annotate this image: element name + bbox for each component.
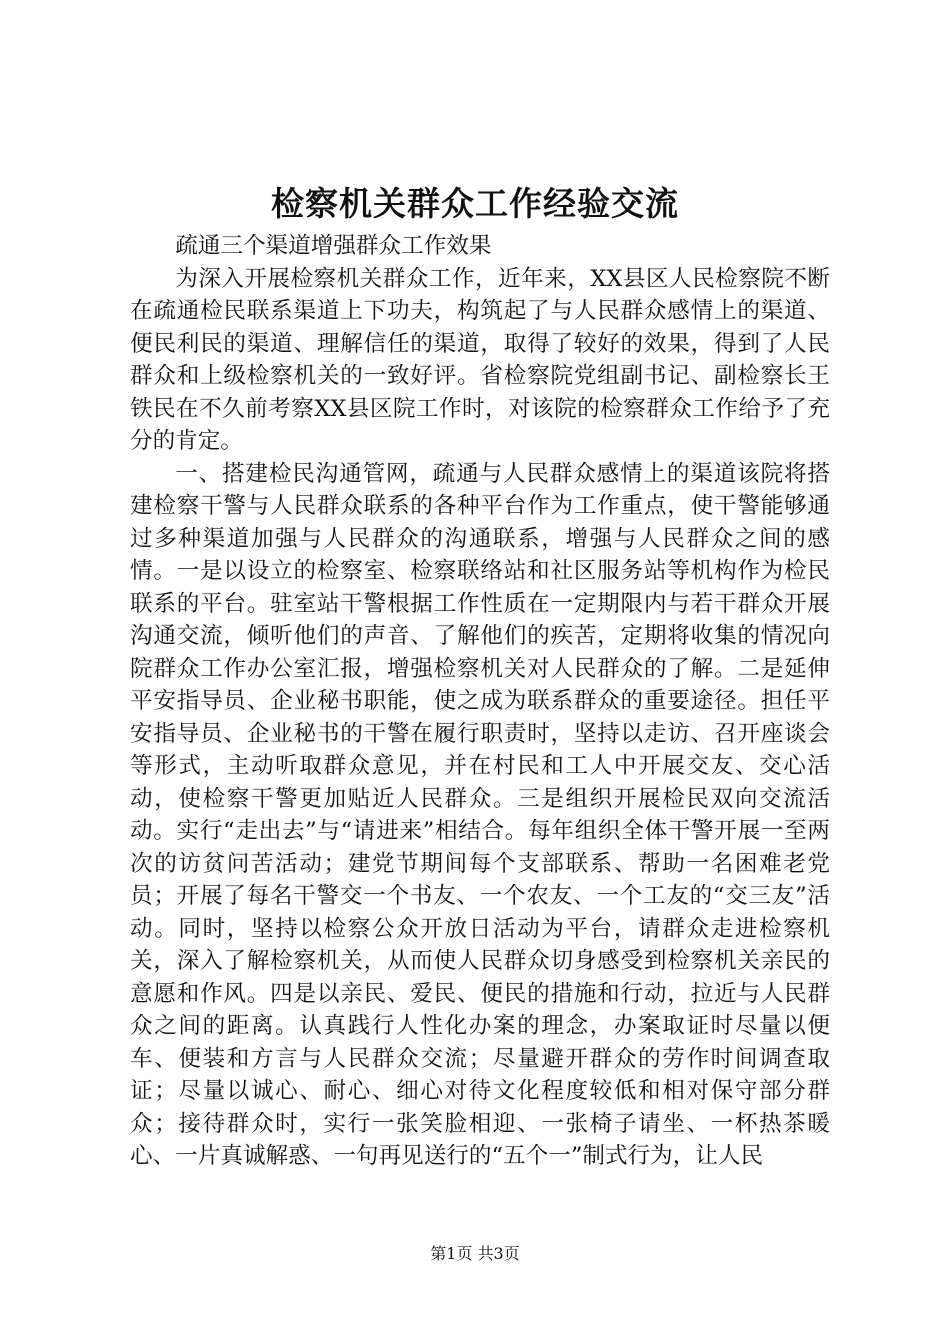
- page-number-footer: 第1页 共3页: [430, 1244, 520, 1263]
- intro-paragraph: 为深入开展检察机关群众工作，近年来，XX县区人民检察院不断在疏通检民联系渠道上下功夫，构筑起了与人民群众感情上的渠道、便民利民的渠道、理解信任的渠道，取得了较好的效果，得到了人民群众和上级检察机关的一致好评。省检察院党组副书记、副检察长王铁民在不久前考察XX县区院工作时，对该院的检察群众工作给予了充分的肯定。: [130, 265, 830, 454]
- document-title: 检察机关群众工作经验交流: [271, 184, 679, 223]
- document-body: [130, 230, 830, 1173]
- subtitle-paragraph: 疏通三个渠道增强群众工作效果: [175, 233, 492, 259]
- section-one-paragraph: 一、搭建检民沟通管网，疏通与人民群众感情上的渠道该院将搭建检察干警与人民群众联系的各种平台作为工作重点，使干警能够通过多种渠道加强与人民群众的沟通联系，增强与人民群众之间的感情。一是以设立的检察室、检察联络站和社区服务站等机构作为检民联系的平台。驻室站干警根据工作性质在一定期限内与若干群众开展沟通交流，倾听他们的声音、了解他们的疾苦，定期将收集的情况向院群众工作办公室汇报，增强检察机关对人民群众的了解。二是延伸平安指导员、企业秘书职能，使之成为联系群众的重要途径。担任平安指导员、企业秘书的干警在履行职责时，坚持以走访、召开座谈会等形式，主动听取群众意见，并在村民和工人中开展交友、交心活动，使检察干警更加贴近人民群众。三是组织开展检民双向交流活动。实行“走出去”与“请进来”相结合。每年组织全体干警开展一至两次的访贫问苦活动；建党节期间每个支部联系、帮助一名困难老党员；开展了每名干警交一个书友、一个农友、一个工友的“交三友”活动。同时，坚持以检察公众开放日活动为平台，请群众走进检察机关，深入了解检察机关，从而使人民群众切身感受到检察机关亲民的意愿和作风。四是以亲民、爱民、便民的措施和行动，拉近与人民群众之间的距离。认真践行人性化办案的理念，办案取证时尽量以便车、便装和方言与人民群众交流；尽量避开群众的劳作时间调查取证；尽量以诚心、耐心、细心对待文化程度较低和相对保守部分群众；接待群众时，实行一张笑脸相迎、一张椅子请坐、一杯热茶暖心、一片真诚解惑、一句再见送行的“五个一”制式行为，让人民: [130, 460, 830, 1169]
